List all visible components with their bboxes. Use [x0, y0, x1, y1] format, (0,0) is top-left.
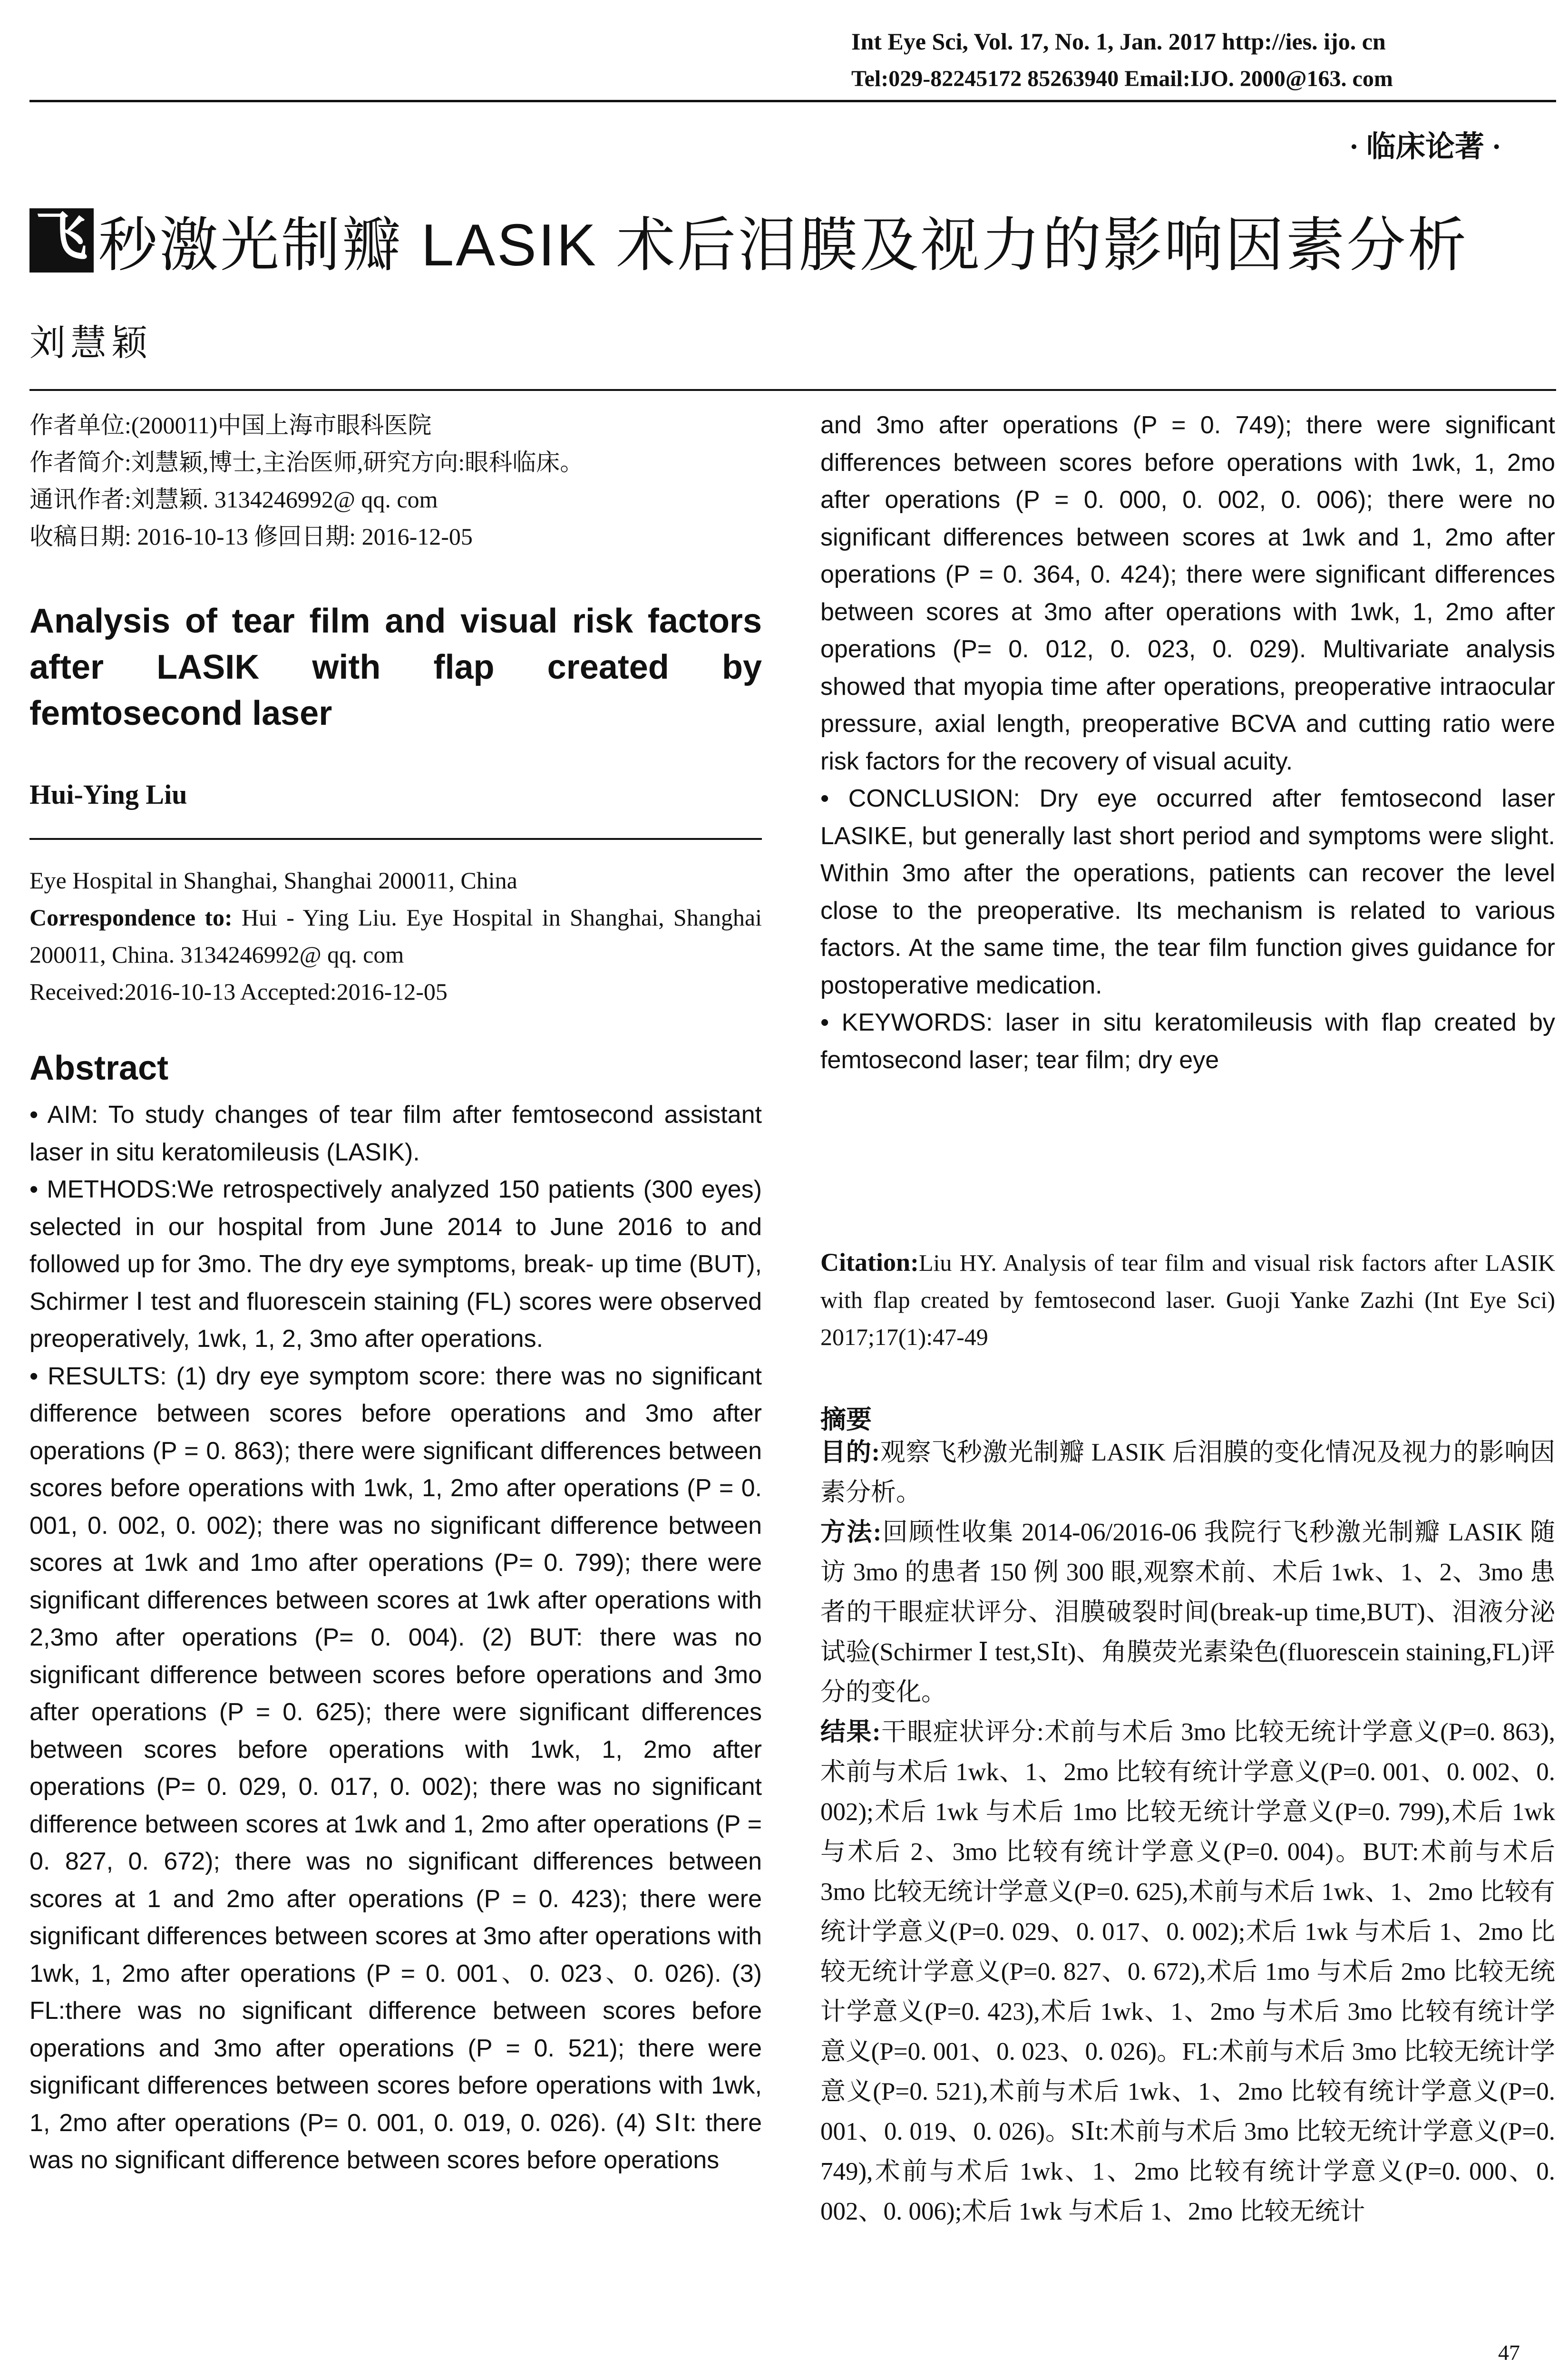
cn-abstract-aim: [820, 1432, 1555, 1512]
abstract-methods: • METHODS:We retrospectively analyzed 150 patients (300 eyes) selected in our hospital from June 2014 to June 2016 to and followed up for 3mo. The dry eye symptoms, break- up time (BUT), Schirmer Ⅰ test and fluorescein staining (FL) scores were observed preoperatively, 1wk, 1, 2, 3mo after operations.: [29, 1176, 762, 1353]
correspondence-text: Hui - Ying Liu. Eye Hospital in Shanghai, Shanghai 200011, China. 3134246992@ qq. com: [29, 904, 762, 968]
logo-glyph: 飞: [35, 205, 88, 267]
journal-info-line: Int Eye Sci, Vol. 17, No. 1, Jan. 2017 http://ies. ijo. cn: [851, 28, 1386, 55]
cn-methods-label: 方法:: [820, 1519, 882, 1546]
author-en: Hui-Ying Liu: [29, 779, 187, 810]
cn-aim-label: 目的:: [820, 1439, 880, 1466]
cn-aim-text: 观察飞秒激光制瓣 LASIK 后泪膜的变化情况及视力的影响因素分析。: [820, 1439, 1555, 1506]
cn-results-label: 结果:: [820, 1718, 881, 1746]
journal-logo-icon: [29, 205, 94, 273]
citation: [820, 1244, 1555, 1355]
en-correspondence: [29, 899, 762, 973]
correspondence-label: Correspondence to:: [29, 904, 233, 931]
abstract-heading: Abstract: [29, 1049, 169, 1087]
abstract-conclusion: • CONCLUSION: Dry eye occurred after femtosecond laser LASIKE, but generally last short period and symptoms were slight. Within 3mo after the operations, patients can recover the level close to the preoperative. Its mechanism is related to various factors. At the same time, the tear film function gives guidance for postoperative medication.: [820, 785, 1555, 999]
page-number: 47: [1498, 2340, 1520, 2365]
paper-title-en: Analysis of tear film and visual risk factors after LASIK with flap created by femtosecond laser: [29, 602, 762, 732]
abstract-results-continued: and 3mo after operations (P = 0. 749); there were significant differences between scores before operations with 1wk, 1, 2mo after operations (P = 0. 000, 0. 002, 0. 006); there were no significant differences between scores at 1wk and 1, 2mo after operations (P = 0. 364, 0. 424); there were significant differences between scores at 3mo after operations with 1wk, 1, 2mo after operations (P= 0. 012, 0. 023, 0. 029). Multivariate analysis showed that myopia time after operations, preoperative intraocular pressure, axial length, preoperative BCVA and cutting ratio were risk factors for the recovery of visual acuity.: [820, 411, 1555, 775]
en-author-info: [29, 862, 762, 1010]
citation-label: Citation:: [820, 1248, 919, 1276]
title-rule: [29, 389, 1556, 391]
cn-author-info: [29, 407, 762, 555]
cn-author-bio: 作者简介:刘慧颖,博士,主治医师,研究方向:眼科临床。: [29, 449, 584, 476]
cn-abstract-body: [820, 1432, 1555, 2231]
en-affiliation: Eye Hospital in Shanghai, Shanghai 200011, China: [29, 867, 517, 894]
header-rule: [29, 100, 1556, 102]
cn-methods-text: 回顾性收集 2014-06/2016-06 我院行飞秒激光制瓣 LASIK 随访 3mo 的患者 150 例 300 眼,观察术前、术后 1wk、1、2、3mo 患者的干眼症状评分、泪膜破裂时间(break-up time,BUT)、泪液分泌试验(Schirmer Ⅰ test,SⅠt)、角膜荧光素染色(fluorescein staining,FL)评分的变化。: [820, 1519, 1555, 1706]
en-dates: Received:2016-10-13 Accepted:2016-12-05: [29, 978, 448, 1005]
citation-text: Liu HY. Analysis of tear film and visual risk factors after LASIK with flap created by femtosecond laser. Guoji Yanke Zazhi (Int Eye Sci) 2017;17(1):47-49: [820, 1249, 1555, 1350]
cn-correspondence: 通讯作者:刘慧颖. 3134246992@ qq. com: [29, 486, 438, 513]
cn-abstract-results: [820, 1712, 1555, 2231]
author-rule: [29, 838, 762, 840]
cn-dates: 收稿日期: 2016-10-13 修回日期: 2016-12-05: [29, 523, 473, 550]
cn-affiliation: 作者单位:(200011)中国上海市眼科医院: [29, 412, 432, 438]
section-label: · 临床论著 ·: [1349, 131, 1501, 163]
contact-info-line: Tel:029-82245172 85263940 Email:IJO. 2000@163. com: [851, 66, 1393, 91]
title-block: [29, 200, 1551, 281]
abstract-right-column: [820, 407, 1555, 1079]
abstract-results: • RESULTS: (1) dry eye symptom score: there was no significant difference between scores before operations and 3mo after operations (P = 0. 863); there were significant differences between scores before operations with 1wk, 1, 2mo after operations (P = 0. 001, 0. 002, 0. 002); there was no significant difference between scores at 1wk and 1mo after operations (P= 0. 799); there were significant differences between scores at 1wk after operations with 2,3mo after operations (P= 0. 004). (2) BUT: there was no significant difference between scores before operations and 3mo after operations (P = 0. 625); there were significant differences between scores before operations with 1wk, 1, 2mo after operations (P= 0. 029, 0. 017, 0. 002); there was no significant difference between scores at 1wk and 1, 2mo after operations (P = 0. 827, 0. 672); there was no significant differences between scores at 1 and 2mo after operations (P = 0. 423); there were significant differences between scores at 3mo after operations with 1wk, 1, 2mo after operations (P = 0. 001、0. 023、0. 026). (3) FL:there was no significant difference between scores before operations and 3mo after operations (P = 0. 521); there were significant differences between scores before operations with 1wk, 1, 2mo after operations (P= 0. 001, 0. 019, 0. 026). (4) SⅠt: there was no significant difference between scores before operations: [29, 1362, 762, 2174]
abstract-keywords: • KEYWORDS: laser in situ keratomileusis with flap created by femtosecond laser; tear film; dry eye: [820, 1009, 1555, 1074]
abstract-aim: • AIM: To study changes of tear film after femtosecond assistant laser in situ keratomileusis (LASIK).: [29, 1101, 762, 1166]
paper-title-cn: 秒激光制瓣 LASIK 术后泪膜及视力的影响因素分析: [98, 213, 1469, 278]
abstract-left-column: [29, 1096, 762, 2179]
cn-abstract-heading: 摘要: [820, 1405, 872, 1434]
author-cn: 刘慧颖: [29, 323, 152, 363]
cn-results-text: 干眼症状评分:术前与术后 3mo 比较无统计学意义(P=0. 863),术前与术后 1wk、1、2mo 比较有统计学意义(P=0. 001、0. 002、0. 002);术后 1wk 与术后 1mo 比较无统计学意义(P=0. 799),术后 1wk 与术后 2、3mo 比较有统计学意义(P=0. 004)。BUT:术前与术后 3mo 比较无统计学意义(P=0. 625),术前与术后 1wk、1、2mo 比较有统计学意义(P=0. 029、0. 017、0. 002);术后 1wk 与术后 1、2mo 比较无统计学意义(P=0. 827、0. 672),术后 1mo 与术后 2mo 比较无统计学意义(P=0. 423),术后 1wk、1、2mo 与术后 3mo 比较有统计学意义(P=0. 001、0. 023、0. 026)。FL:术前与术后 3mo 比较无统计学意义(P=0. 521),术前与术后 1wk、1、2mo 比较有统计学意义(P=0. 001、0. 019、0. 026)。SⅠt:术前与术后 3mo 比较无统计学意义(P=0. 749),术前与术后 1wk、1、2mo 比较有统计学意义(P=0. 000、0. 002、0. 006);术后 1wk 与术后 1、2mo 比较无统计: [820, 1718, 1555, 2225]
cn-abstract-methods: [820, 1512, 1555, 1712]
